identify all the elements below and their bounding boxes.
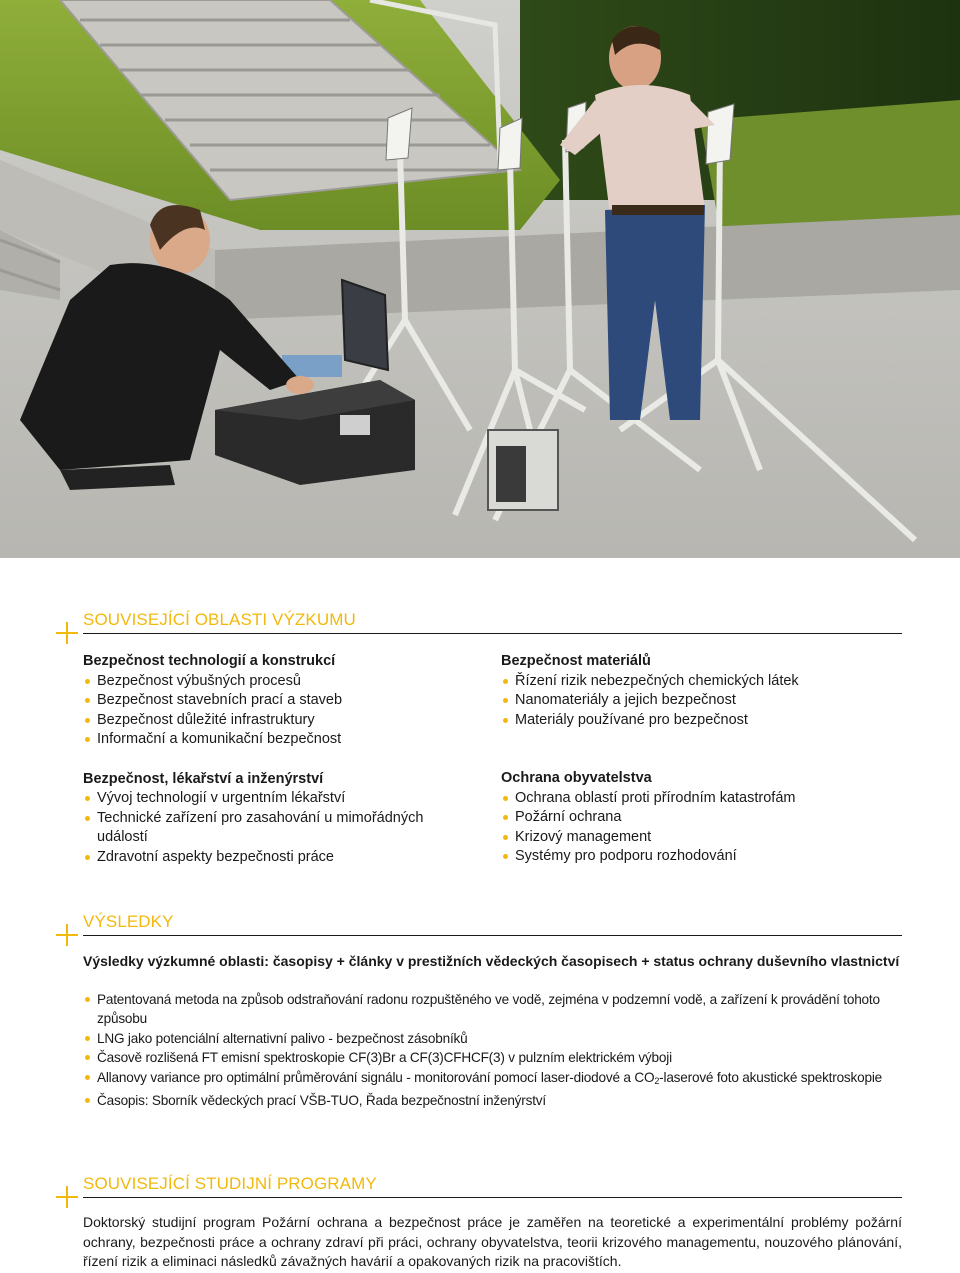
right-column [501,652,881,887]
plus-icon [56,1186,78,1208]
list-item: Bezpečnost důležité infrastruktury [83,711,463,731]
list-item: Časově rozlišená FT emisní spektroskopie CF(3)Br a CF(3)CFHCF(3) v pulzním elektrickém výboji [83,1048,902,1067]
list-item: Technické zařízení pro zasahování u mimořádných událostí [83,809,463,848]
research-group [501,769,881,867]
list-item: Bezpečnost výbušných procesů [83,672,463,692]
section-title: SOUVISEJÍCÍ STUDIJNÍ PROGRAMY [83,1174,902,1198]
group-title: Bezpečnost, lékařství a inženýrství [83,770,324,787]
list-item: Materiály používané pro bezpečnost [501,711,881,731]
research-areas-section [56,606,902,876]
list-item: Vývoj technologií v urgentním lékařství [83,789,463,809]
group-title: Bezpečnost materiálů [501,653,651,669]
list-item: Patentovaná metoda na způsob odstraňování radonu rozpuštěného ve vodě, zejména v podzemní vodě, a zařízení k provádění tohoto způsobu [83,990,902,1029]
research-group [83,770,463,868]
study-paragraph: Doktorský studijní program Požární ochrana a bezpečnost práce je zaměřen na teoretické a experimentální problémy požární ochrany, bezpečnosti práce a ochrany zdraví při práci, ochrany obyvatelstva, teorii krizového managementu, nouzového plánování, řízení rizik a eliminaci následků závažných havárií a opakovaných rizik na pracovištích. [83,1214,902,1269]
header-photo [0,0,960,558]
left-column [83,652,463,887]
results-section [56,908,902,1133]
list-item: Řízení rizik nebezpečných chemických látek [501,672,881,692]
list-item: Krizový management [501,828,881,848]
group-title: Ochrana obyvatelstva [501,770,652,786]
list-item: Systémy pro podporu rozhodování [501,847,881,867]
study-section [56,1170,902,1273]
research-group [501,652,881,730]
results-list [83,990,902,1110]
list-item: Informační a komunikační bezpečnost [83,730,463,750]
list-item: LNG jako potenciální alternativní palivo - bezpečnost zásobníků [83,1029,902,1048]
list-item: Nanomateriály a jejich bezpečnost [501,691,881,711]
item-text: Allanovy variance pro optimální průměrování signálu - monitorování pomocí laser-diodové a CO [97,1069,655,1085]
list-item: Zdravotní aspekty bezpečnosti práce [83,848,463,868]
section-title: VÝSLEDKY [83,912,902,936]
subscript: 2 [654,1075,660,1086]
list-item: Ochrana oblastí proti přírodním katastrofám [501,789,881,809]
plus-icon [56,622,78,644]
list-item: Časopis: Sborník vědeckých prací VŠB-TUO, Řada bezpečnostní inženýrství [83,1091,902,1110]
list-item: Bezpečnost stavebních prací a staveb [83,691,463,711]
results-intro: Výsledky výzkumné oblasti: časopisy + články v prestižních vědeckých časopisech + status ochrany duševního vlastnictví [83,953,900,969]
research-group [83,652,463,750]
list-item [83,1068,902,1091]
plus-icon [56,924,78,946]
list-item: Požární ochrana [501,808,881,828]
group-title: Bezpečnost technologií a konstrukcí [83,653,336,669]
item-text: -laserové foto akustické spektroskopie [659,1069,883,1085]
section-title: SOUVISEJÍCÍ OBLASTI VÝZKUMU [83,610,902,634]
